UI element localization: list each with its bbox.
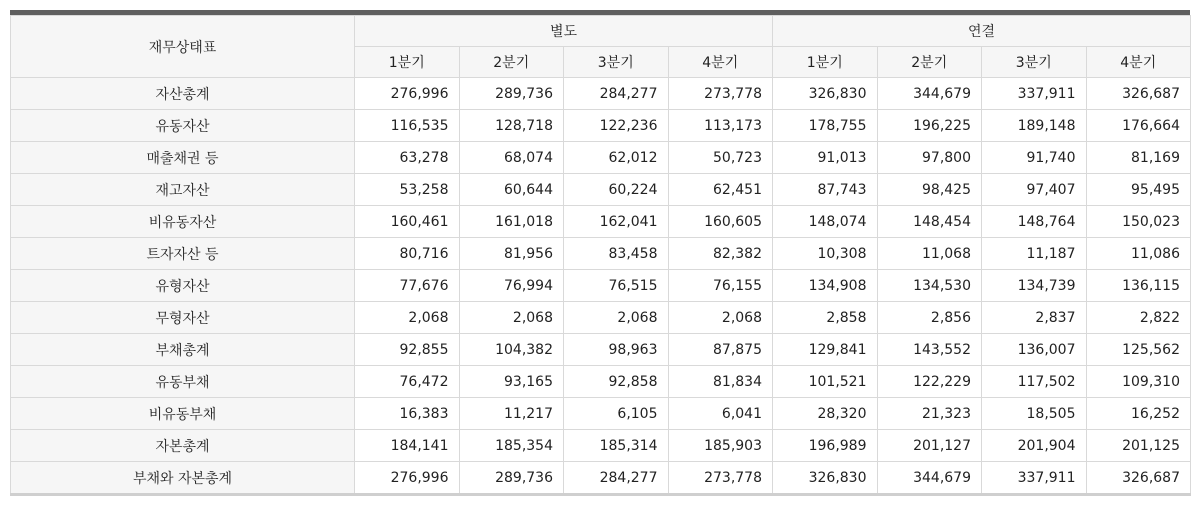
table-cell: 16,252 xyxy=(1086,398,1191,430)
table-cell: 136,115 xyxy=(1086,270,1191,302)
table-cell: 116,535 xyxy=(355,110,460,142)
table-cell: 91,740 xyxy=(982,142,1087,174)
quarter-header: 2분기 xyxy=(459,47,564,78)
row-label: 무형자산 xyxy=(11,302,355,334)
table-cell: 136,007 xyxy=(982,334,1087,366)
table-row xyxy=(11,302,1191,334)
table-cell: 117,502 xyxy=(982,366,1087,398)
table-cell: 2,822 xyxy=(1086,302,1191,334)
table-cell: 201,125 xyxy=(1086,430,1191,462)
table-cell: 148,454 xyxy=(877,206,982,238)
quarter-header: 3분기 xyxy=(982,47,1087,78)
row-label: 부채와 자본총계 xyxy=(11,462,355,495)
table-cell: 11,068 xyxy=(877,238,982,270)
table-cell: 11,086 xyxy=(1086,238,1191,270)
table-row xyxy=(11,334,1191,366)
row-label: 자본총계 xyxy=(11,430,355,462)
table-cell: 76,994 xyxy=(459,270,564,302)
table-cell: 68,074 xyxy=(459,142,564,174)
table-cell: 60,644 xyxy=(459,174,564,206)
table-cell: 289,736 xyxy=(459,78,564,110)
table-cell: 150,023 xyxy=(1086,206,1191,238)
group-header-separate: 별도 xyxy=(355,16,773,47)
table-cell: 81,169 xyxy=(1086,142,1191,174)
row-label: 유형자산 xyxy=(11,270,355,302)
table-cell: 104,382 xyxy=(459,334,564,366)
table-cell: 83,458 xyxy=(564,238,669,270)
row-label: 부채총계 xyxy=(11,334,355,366)
table-cell: 196,225 xyxy=(877,110,982,142)
table-cell: 76,155 xyxy=(668,270,773,302)
table-cell: 161,018 xyxy=(459,206,564,238)
row-label: 비유동부채 xyxy=(11,398,355,430)
table-row xyxy=(11,462,1191,495)
table-row xyxy=(11,110,1191,142)
table-cell: 178,755 xyxy=(773,110,878,142)
table-row xyxy=(11,398,1191,430)
table-cell: 134,739 xyxy=(982,270,1087,302)
table-cell: 62,012 xyxy=(564,142,669,174)
table-cell: 284,277 xyxy=(564,78,669,110)
table-cell: 101,521 xyxy=(773,366,878,398)
table-cell: 326,687 xyxy=(1086,78,1191,110)
table-cell: 185,903 xyxy=(668,430,773,462)
table-cell: 2,068 xyxy=(668,302,773,334)
table-cell: 289,736 xyxy=(459,462,564,495)
table-row xyxy=(11,366,1191,398)
table-cell: 122,229 xyxy=(877,366,982,398)
table-row xyxy=(11,430,1191,462)
table-cell: 87,743 xyxy=(773,174,878,206)
table-cell: 92,855 xyxy=(355,334,460,366)
table-cell: 273,778 xyxy=(668,462,773,495)
table-cell: 276,996 xyxy=(355,462,460,495)
table-cell: 11,187 xyxy=(982,238,1087,270)
table-cell: 97,407 xyxy=(982,174,1087,206)
table-cell: 143,552 xyxy=(877,334,982,366)
table-cell: 196,989 xyxy=(773,430,878,462)
table-cell: 113,173 xyxy=(668,110,773,142)
row-label: 매출채권 등 xyxy=(11,142,355,174)
row-label: 트자자산 등 xyxy=(11,238,355,270)
table-cell: 344,679 xyxy=(877,462,982,495)
table-cell: 81,956 xyxy=(459,238,564,270)
row-label: 유동부채 xyxy=(11,366,355,398)
row-label: 자산총계 xyxy=(11,78,355,110)
balance-sheet-table xyxy=(10,15,1191,496)
table-cell: 11,217 xyxy=(459,398,564,430)
table-row xyxy=(11,174,1191,206)
quarter-header: 2분기 xyxy=(877,47,982,78)
table-cell: 28,320 xyxy=(773,398,878,430)
table-cell: 62,451 xyxy=(668,174,773,206)
quarter-header: 3분기 xyxy=(564,47,669,78)
table-cell: 93,165 xyxy=(459,366,564,398)
table-cell: 98,425 xyxy=(877,174,982,206)
table-cell: 160,605 xyxy=(668,206,773,238)
table-cell: 53,258 xyxy=(355,174,460,206)
row-label: 비유동자산 xyxy=(11,206,355,238)
table-cell: 148,764 xyxy=(982,206,1087,238)
quarter-header: 4분기 xyxy=(1086,47,1191,78)
table-cell: 162,041 xyxy=(564,206,669,238)
table-cell: 21,323 xyxy=(877,398,982,430)
group-header-consolidated: 연결 xyxy=(773,16,1191,47)
table-cell: 160,461 xyxy=(355,206,460,238)
table-cell: 98,963 xyxy=(564,334,669,366)
row-label: 재고자산 xyxy=(11,174,355,206)
quarter-header: 4분기 xyxy=(668,47,773,78)
table-cell: 344,679 xyxy=(877,78,982,110)
table-cell: 77,676 xyxy=(355,270,460,302)
table-cell: 189,148 xyxy=(982,110,1087,142)
financial-table-container xyxy=(10,10,1190,496)
table-cell: 128,718 xyxy=(459,110,564,142)
table-cell: 201,904 xyxy=(982,430,1087,462)
table-cell: 16,383 xyxy=(355,398,460,430)
table-cell: 50,723 xyxy=(668,142,773,174)
table-cell: 2,856 xyxy=(877,302,982,334)
table-cell: 284,277 xyxy=(564,462,669,495)
table-cell: 326,830 xyxy=(773,462,878,495)
table-cell: 81,834 xyxy=(668,366,773,398)
table-cell: 134,908 xyxy=(773,270,878,302)
table-cell: 125,562 xyxy=(1086,334,1191,366)
table-cell: 6,105 xyxy=(564,398,669,430)
table-row xyxy=(11,270,1191,302)
table-cell: 109,310 xyxy=(1086,366,1191,398)
table-cell: 122,236 xyxy=(564,110,669,142)
row-label: 유동자산 xyxy=(11,110,355,142)
table-row xyxy=(11,238,1191,270)
table-cell: 97,800 xyxy=(877,142,982,174)
table-cell: 148,074 xyxy=(773,206,878,238)
table-cell: 185,314 xyxy=(564,430,669,462)
quarter-header: 1분기 xyxy=(773,47,878,78)
table-cell: 2,858 xyxy=(773,302,878,334)
table-cell: 10,308 xyxy=(773,238,878,270)
table-cell: 63,278 xyxy=(355,142,460,174)
table-cell: 2,068 xyxy=(564,302,669,334)
table-cell: 82,382 xyxy=(668,238,773,270)
table-cell: 337,911 xyxy=(982,78,1087,110)
table-cell: 80,716 xyxy=(355,238,460,270)
table-body xyxy=(11,78,1191,495)
table-cell: 60,224 xyxy=(564,174,669,206)
table-cell: 273,778 xyxy=(668,78,773,110)
table-cell: 337,911 xyxy=(982,462,1087,495)
table-row xyxy=(11,78,1191,110)
table-row xyxy=(11,206,1191,238)
table-cell: 326,830 xyxy=(773,78,878,110)
table-cell: 6,041 xyxy=(668,398,773,430)
table-cell: 2,068 xyxy=(355,302,460,334)
table-cell: 87,875 xyxy=(668,334,773,366)
table-cell: 2,837 xyxy=(982,302,1087,334)
table-cell: 2,068 xyxy=(459,302,564,334)
table-cell: 184,141 xyxy=(355,430,460,462)
table-cell: 76,515 xyxy=(564,270,669,302)
table-cell: 129,841 xyxy=(773,334,878,366)
table-cell: 92,858 xyxy=(564,366,669,398)
table-cell: 185,354 xyxy=(459,430,564,462)
table-cell: 95,495 xyxy=(1086,174,1191,206)
table-row xyxy=(11,142,1191,174)
table-cell: 176,664 xyxy=(1086,110,1191,142)
table-cell: 91,013 xyxy=(773,142,878,174)
table-cell: 201,127 xyxy=(877,430,982,462)
quarter-header: 1분기 xyxy=(355,47,460,78)
table-cell: 276,996 xyxy=(355,78,460,110)
corner-header: 재무상태표 xyxy=(11,16,355,78)
table-cell: 18,505 xyxy=(982,398,1087,430)
table-cell: 76,472 xyxy=(355,366,460,398)
table-cell: 326,687 xyxy=(1086,462,1191,495)
table-cell: 134,530 xyxy=(877,270,982,302)
